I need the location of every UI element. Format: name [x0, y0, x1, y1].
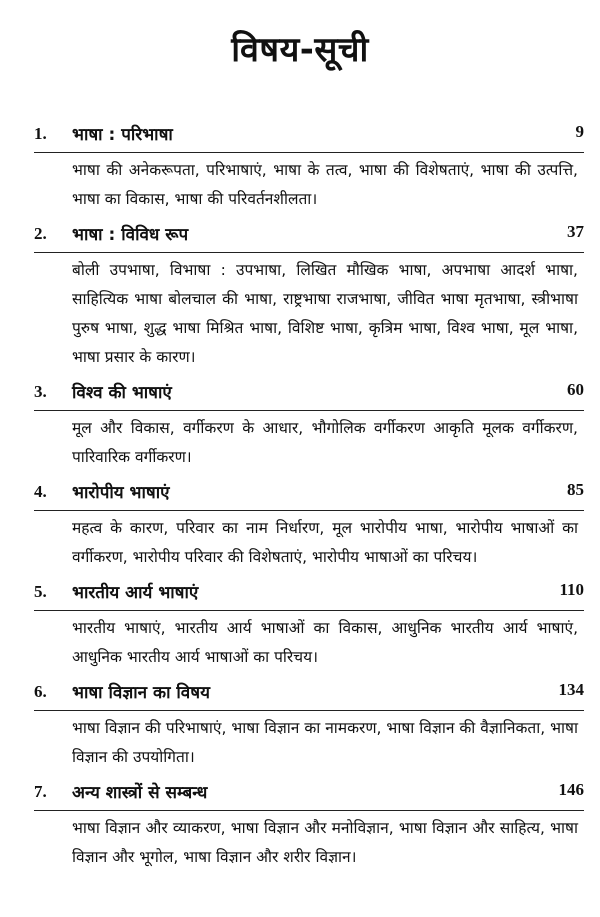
entry-description: भाषा विज्ञान और व्याकरण, भाषा विज्ञान और मनोविज्ञान, भाषा विज्ञान और साहित्य, भाषा विज्ञान और भूगोल, भाषा विज्ञान और शरीर विज्ञान। — [72, 819, 578, 866]
toc-entry-header — [34, 778, 584, 811]
entry-number: 3. — [34, 382, 47, 401]
toc-entry-2 — [34, 220, 584, 378]
entry-number: 7. — [34, 782, 47, 801]
toc-entry-5 — [34, 578, 584, 678]
entry-page-number: 9 — [575, 122, 584, 141]
toc-entry-header — [34, 378, 584, 411]
entry-description: भारतीय भाषाएं, भारतीय आर्य भाषाओं का विकास, आधुनिक भारतीय आर्य भाषाएं, आधुनिक भारतीय आर्य भाषाओं का परिचय। — [72, 619, 578, 666]
entry-page-number: 146 — [558, 780, 584, 799]
entry-heading: भारोपीय भाषाएं — [72, 483, 170, 503]
toc-entry-7 — [34, 778, 584, 878]
entry-number: 6. — [34, 682, 47, 701]
entry-description: मूल और विकास, वर्गीकरण के आधार, भौगोलिक वर्गीकरण आकृति मूलक वर्गीकरण, पारिवारिक वर्गीकरण। — [72, 419, 578, 466]
entry-heading: भारतीय आर्य भाषाएं — [72, 583, 199, 603]
entry-page-number: 85 — [567, 480, 584, 499]
entry-page-number: 134 — [558, 680, 584, 699]
toc-entry-6 — [34, 678, 584, 778]
toc-entry-1 — [34, 120, 584, 220]
entry-heading: विश्व की भाषाएं — [72, 383, 172, 403]
toc-entry-4 — [34, 478, 584, 578]
entry-description: भाषा विज्ञान की परिभाषाएं, भाषा विज्ञान का नामकरण, भाषा विज्ञान की वैज्ञानिकता, भाषा विज्ञान की उपयोगिता। — [72, 719, 578, 766]
entry-description: भाषा की अनेकरूपता, परिभाषाएं, भाषा के तत्व, भाषा की विशेषताएं, भाषा की उत्पत्ति, भाषा का विकास, भाषा की परिवर्तनशीलता। — [72, 161, 578, 208]
entry-page-number: 37 — [567, 222, 584, 241]
entry-page-number: 60 — [567, 380, 584, 399]
entry-number: 4. — [34, 482, 47, 501]
entry-number: 1. — [34, 124, 47, 143]
entry-description: महत्व के कारण, परिवार का नाम निर्धारण, मूल भारोपीय भाषा, भारोपीय भाषाओं का वर्गीकरण, भारोपीय परिवार की विशेषताएं, भारोपीय भाषाओं का परिचय। — [72, 519, 578, 566]
entry-heading: भाषा : परिभाषा — [72, 125, 173, 145]
toc-entry-3 — [34, 378, 584, 478]
page-title: विषय-सूची — [231, 30, 369, 70]
entry-heading: अन्य शास्त्रों से सम्बन्ध — [72, 783, 208, 803]
entry-number: 2. — [34, 224, 47, 243]
entry-description: बोली उपभाषा, विभाषा : उपभाषा, लिखित मौखिक भाषा, अपभाषा आदर्श भाषा, साहित्यिक भाषा बोलचाल की भाषा, राष्ट्रभाषा राजभाषा, जीवित भाषा मृतभाषा, स्त्रीभाषा पुरुष भाषा, शुद्ध भाषा मिश्रित भाषा, विशिष्ट भाषा, कृत्रिम भाषा, विश्व भाषा, मूल भाषा, भाषा प्रसार के कारण। — [72, 261, 578, 366]
entry-number: 5. — [34, 582, 47, 601]
toc-entry-header — [34, 678, 584, 711]
toc-entry-header — [34, 478, 584, 511]
entry-heading: भाषा : विविध रूप — [72, 225, 189, 245]
toc-entries — [34, 120, 584, 878]
toc-entry-header — [34, 220, 584, 253]
entry-heading: भाषा विज्ञान का विषय — [72, 683, 210, 703]
toc-entry-header — [34, 120, 584, 153]
entry-page-number: 110 — [559, 580, 584, 599]
toc-entry-header — [34, 578, 584, 611]
